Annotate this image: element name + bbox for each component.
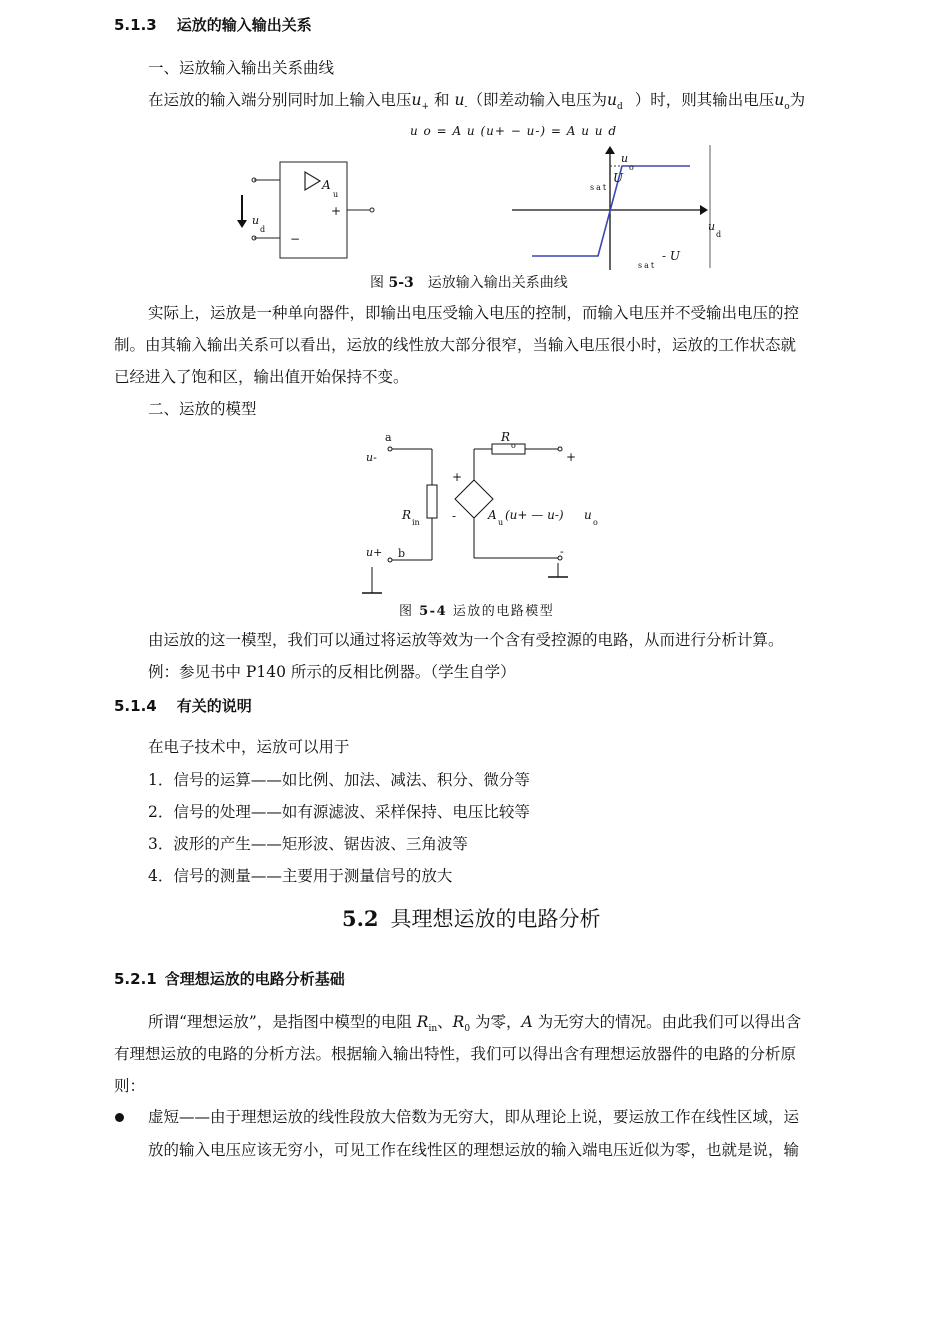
section-title: 运放的输入输出关系 <box>176 16 312 34</box>
ud-sub: d <box>260 225 266 234</box>
node-a-label: a <box>385 431 392 444</box>
text-segment: ）时，则其输出电压 <box>634 91 775 109</box>
subheading-curve: 一、运放输入输出关系曲线 <box>148 59 335 77</box>
figure-5-4-caption <box>399 600 554 619</box>
text-segment: 所谓“理想运放”，是指图中模型的电阻 <box>148 1013 417 1031</box>
y-label-u: u <box>621 152 629 165</box>
var-u: u <box>774 91 785 109</box>
sub-0: 0 <box>464 1024 471 1035</box>
caption-number: 5-3 <box>388 275 414 291</box>
minus-out-label: - <box>560 545 564 558</box>
src-expr-a: A <box>488 508 497 522</box>
ro-sub: o <box>511 441 516 450</box>
section-number: 5.2.1 <box>114 970 157 988</box>
src-expr-rest: (u+ — u-) <box>505 508 564 522</box>
section-number: 5.1.4 <box>114 697 157 715</box>
sat-pos-u: U <box>613 171 624 185</box>
caption-prefix: 图 <box>370 275 389 291</box>
node-b-terminal <box>388 558 392 562</box>
list-item: 3．波形的产生——矩形波、锯齿波、三角波等 <box>148 835 468 853</box>
amplifier-triangle-icon <box>305 172 320 190</box>
src-expr-u: u <box>498 518 504 527</box>
ro-resistor <box>492 444 525 454</box>
amp-plus: + <box>331 204 342 218</box>
figure-5-3 <box>230 140 730 275</box>
x-label-d: d <box>716 230 722 239</box>
ud-arrow-head-icon <box>237 220 247 228</box>
section-title: 具理想运放的电路分析 <box>390 907 601 931</box>
section-title: 有关的说明 <box>176 697 252 715</box>
list-item: 2．信号的处理——如有源滤波、采样保持、电压比较等 <box>148 803 530 821</box>
sub-plus: + <box>421 102 430 113</box>
paragraph-model: 由运放的这一模型，我们可以通过将运放等效为一个含有受控源的电路，从而进行分析计算。 <box>148 631 784 649</box>
src-plus: + <box>452 470 463 484</box>
paragraph-line: 则： <box>114 1077 146 1095</box>
paragraph-line: 已经进入了饱和区，输出值开始保持不变。 <box>114 368 409 386</box>
plus-top-label: + <box>566 450 577 464</box>
var-u: u <box>411 91 422 109</box>
sub-o: o <box>784 102 790 113</box>
var-r: R <box>416 1013 429 1031</box>
text-segment: 在运放的输入端分别同时加上输入电压 <box>148 91 412 109</box>
u-minus-label: u- <box>366 451 377 464</box>
var-u: u <box>606 91 617 109</box>
sub-d: d <box>616 102 623 113</box>
u-plus-label: u+ <box>366 546 383 559</box>
sub-minus: - <box>464 102 468 113</box>
section-5-1-3-heading <box>114 14 312 35</box>
y-axis-arrow-icon <box>605 146 615 154</box>
y-label-o: o <box>629 163 634 172</box>
section-number: 5.2 <box>342 906 379 931</box>
out-u: u <box>584 508 592 522</box>
caption-text: 运放的电路模型 <box>447 604 555 619</box>
bullet-icon <box>115 1113 124 1122</box>
sat-pos-sat: sat <box>590 183 609 192</box>
rin-r: R <box>402 508 412 522</box>
paragraph-input-voltage <box>148 84 805 123</box>
var-r: R <box>452 1013 465 1031</box>
out-o: o <box>593 518 598 527</box>
sub-in: in <box>428 1024 438 1035</box>
node-b-label: b <box>398 547 406 560</box>
text-segment: 为 <box>789 91 806 109</box>
x-label-u: u <box>708 220 716 233</box>
paragraph-uses: 在电子技术中，运放可以用于 <box>148 738 350 756</box>
caption-text: 运放输入输出关系曲线 <box>427 275 568 291</box>
rin-resistor <box>427 485 437 518</box>
paragraph-example: 例：参见书中 P140 所示的反相比例器。（学生自学） <box>148 663 516 681</box>
node-a-terminal <box>388 447 392 451</box>
section-number: 5.1.3 <box>114 16 157 34</box>
amp-label-a: A <box>322 178 331 192</box>
ro-r: R <box>501 430 511 444</box>
section-5-2-heading <box>342 903 601 933</box>
equation-uo: u o = A u (u+ − u-) = A u u d <box>410 124 618 138</box>
section-title: 含理想运放的电路分析基础 <box>164 970 345 988</box>
var-a: A <box>521 1013 533 1031</box>
text-segment: （即差动输入电压为 <box>467 91 607 109</box>
section-5-2-1-heading <box>114 968 345 989</box>
section-5-1-4-heading <box>114 695 252 716</box>
text-segment: 、 <box>437 1013 453 1031</box>
figure-5-3-caption <box>370 272 568 292</box>
sat-neg-u: - U <box>662 249 680 263</box>
caption-number: 5-4 <box>419 604 448 619</box>
text-segment: 为零， <box>470 1013 522 1031</box>
var-u: u <box>454 91 465 109</box>
subheading-model: 二、运放的模型 <box>148 400 257 418</box>
sat-neg-sat: sat <box>638 261 657 270</box>
figure-5-4 <box>360 425 620 600</box>
list-item: 4．信号的测量——主要用于测量信号的放大 <box>148 867 453 885</box>
output-top-terminal <box>558 447 562 451</box>
src-minus: - <box>452 509 457 523</box>
caption-prefix: 图 <box>399 604 420 619</box>
paragraph-line: 实际上，运放是一种单向器件，即输出电压受输入电压的控制，而输入电压并不受输出电压的控 <box>148 304 800 322</box>
bullet-line: 虚短——由于理想运放的线性段放大倍数为无穷大，即从理论上说，要运放工作在线性区域，运 <box>148 1108 800 1126</box>
paragraph-line: 有理想运放的电路的分析方法。根据输入输出特性，我们可以得出含有理想运放器件的电路的分析原 <box>114 1045 797 1063</box>
amp-label-u: u <box>333 190 339 199</box>
list-item: 1．信号的运算——如比例、加法、减法、积分、微分等 <box>148 771 530 789</box>
bullet-line: 放的输入电压应该无穷小，可见工作在线性区的理想运放的输入端电压近似为零，也就是说，输 <box>148 1141 800 1159</box>
text-segment: 为无穷大的情况。由此我们可以得出含 <box>532 1013 802 1031</box>
x-axis-arrow-icon <box>700 205 708 215</box>
paragraph-line: 制。由其输入输出关系可以看出，运放的线性放大部分很窄，当输入电压很小时，运放的工作状态就 <box>114 336 797 354</box>
transfer-curve <box>532 166 690 256</box>
text-segment: 和 <box>433 91 450 109</box>
ud-label: u <box>252 214 260 227</box>
amp-output-terminal <box>370 208 374 212</box>
amp-minus: − <box>290 232 301 246</box>
rin-sub: in <box>412 518 420 527</box>
